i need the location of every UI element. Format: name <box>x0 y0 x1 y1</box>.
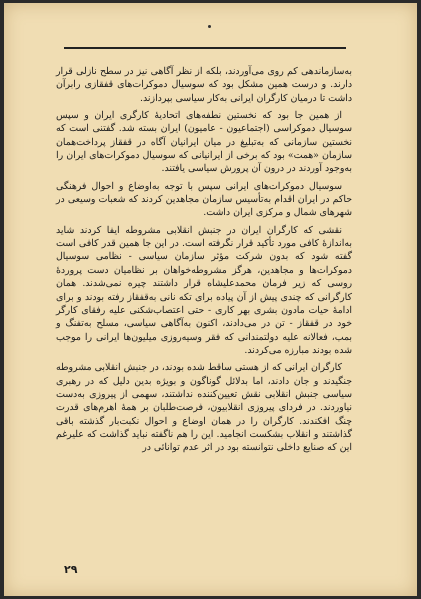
body-text <box>56 65 352 459</box>
document-page <box>4 3 417 596</box>
paragraph-3: سوسیال دموکرات‌های ایرانی سپس با توجه به‌اوضاع و احوال فرهنگی حاکم در ایران اقدام به‌تأسیس سازمان مجاهدین کردند که شعبات وسیعی در شهرهای شمال و مرکزی ایران داشت. <box>56 180 352 219</box>
paragraph-4: نقشی که کارگران ایران در جنبش انقلابی مشروطه ایفا کردند شاید به‌اندازهٔ کافی مورد تأکید قرار نگرفته است. در این جا همین قدر کافی است گفته شود که بدون شرکت مؤثر سازمان سیاسی - نظامی سوسیال دموکرات‌ها و مجاهدین، هرگز مشروطه‌خواهان بر نظامیان دست پروردهٔ روسی که زیر فرمان محمدعلیشاه قرار داشتند چیره نمی‌شدند. همان کارگرانی که چندی پیش از آن پیاده برای تکه نانی به‌قفقاز رفته بودند و برای ادامهٔ حیات مادون بشری بهر کاری - حتی اعتصاب‌شکنی علیه رفقای کارگر خود در قفقاز - تن در می‌دادند، اکنون به‌آگاهی سیاسی، مسلح به‌تفنگ و بمب، فعالانه علیه دولتمندانی که فقر وسیه‌روزی میلیون‌ها ایرانی را موجب شده بودند مبارزه می‌کردند. <box>56 224 352 356</box>
paragraph-5: کارگران ایرانی که از هستی ساقط شده بودند، در جنبش انقلابی مشروطه جنگیدند و جان دادند، اما بدلائل گوناگون و بویژه بدین دلیل که در رهبری سیاسی جنبش انقلابی نقش تعیین‌کننده نداشتند، سهمی از پیروزی به‌دست نیاوردند. در فردای پیروزی انقلابیون، فرصت‌طلبان بر همهٔ اهرم‌های قدرت چنگ افکندند. کارگران را در همان اوضاع و احوال نکبت‌بار گذشته باقی گذاشتند و انقلاب بشکست انجامید. این را هم ناگفته نباید گذاشت که علیرغم این که صنایع داخلی نتوانسته بود در اثر عدم توانائی در <box>56 362 352 454</box>
paragraph-2: از همین جا بود که نخستین نطفه‌های اتحادیهٔ کارگری ایران و سپس سوسیال دموکراسی (اجتماعیون - عامیون) ایران بسته شد. گفتنی است که نخستین سازمانی که به‌تبلیغ در میان ایرانیان آگاه در قفقاز پرداخت‌همان سازمان «همت» بود که برخی از ایرانیانی که سوسیال دموکرات‌های ایران را به‌وجود آوردند در درون آن پرورش سیاسی یافتند. <box>56 110 352 175</box>
header-rule <box>64 47 346 49</box>
page-number: ۲۹ <box>64 563 78 576</box>
header-dot <box>208 25 211 28</box>
paragraph-1: به‌سازماندهی کم روی می‌آوردند، بلکه از نظر آگاهی نیز در سطح نازلی قرار دارند. و درست همین مشکل بود که سوسیال دموکرات‌های قفقازی رابرآن داشت تا درمیان کارگران ایرانی به‌کار سیاسی بپردازند. <box>56 66 352 104</box>
